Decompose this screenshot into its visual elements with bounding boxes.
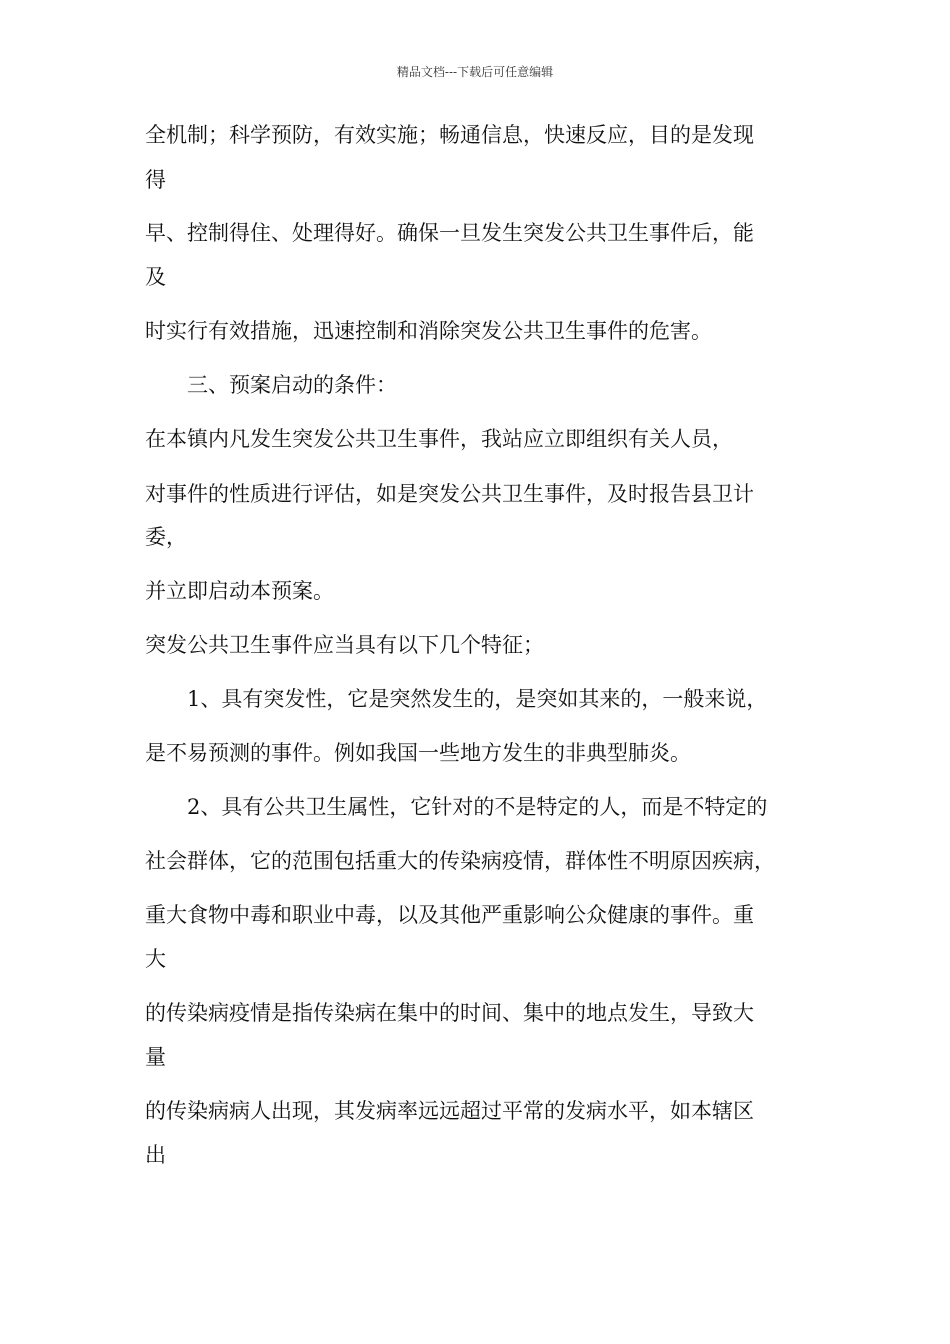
text-line: 得 bbox=[145, 168, 166, 192]
list-item: 2、具有公共卫生属性，它针对的不是特定的人，而是不特定的 bbox=[187, 795, 768, 819]
text-line: 量 bbox=[145, 1045, 166, 1069]
text-line: 的传染病病人出现，其发病率远远超过平常的发病水平，如本辖区 bbox=[145, 1099, 754, 1123]
text-line: 是不易预测的事件。例如我国一些地方发生的非典型肺炎。 bbox=[145, 741, 691, 765]
text-line: 并立即启动本预案。 bbox=[145, 579, 334, 603]
text-line: 重大食物中毒和职业中毒，以及其他严重影响公众健康的事件。重 bbox=[145, 903, 754, 927]
page-header: 精品文档---下载后可任意编辑 bbox=[396, 65, 554, 79]
text-line: 的传染病疫情是指传染病在集中的时间、集中的地点发生，导致大 bbox=[145, 1001, 754, 1025]
text-line: 社会群体，它的范围包括重大的传染病疫情，群体性不明原因疾病， bbox=[145, 849, 775, 873]
text-line: 出 bbox=[145, 1143, 166, 1167]
text-line: 全机制；科学预防，有效实施；畅通信息，快速反应，目的是发现 bbox=[145, 123, 754, 147]
text-line: 委， bbox=[145, 525, 187, 549]
text-line: 在本镇内凡发生突发公共卫生事件，我站应立即组织有关人员， bbox=[145, 427, 733, 451]
text-line: 及 bbox=[145, 265, 166, 289]
text-line: 大 bbox=[145, 947, 166, 971]
text-line: 突发公共卫生事件应当具有以下几个特征； bbox=[145, 633, 544, 657]
section-heading: 三、预案启动的条件： bbox=[187, 373, 397, 397]
text-line: 对事件的性质进行评估，如是突发公共卫生事件，及时报告县卫计 bbox=[145, 482, 754, 506]
text-line: 早、控制得住、处理得好。确保一旦发生突发公共卫生事件后，能 bbox=[145, 221, 754, 245]
list-item: 1、具有突发性，它是突然发生的，是突如其来的，一般来说， bbox=[187, 687, 768, 711]
text-line: 时实行有效措施，迅速控制和消除突发公共卫生事件的危害。 bbox=[145, 319, 712, 343]
